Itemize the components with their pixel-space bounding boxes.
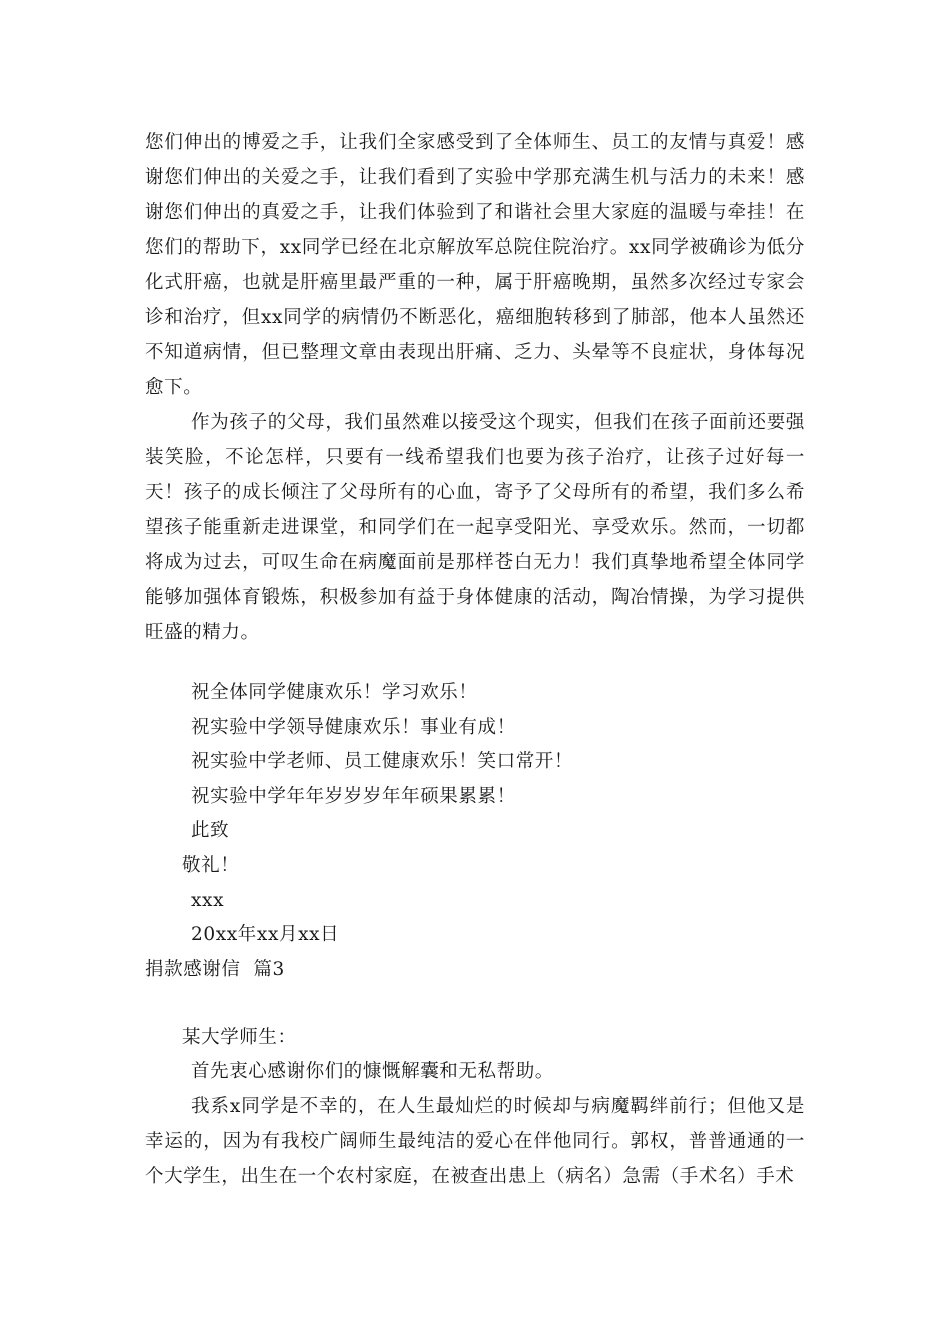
letter1-paragraph-1: 您们伸出的博爱之手，让我们全家感受到了全体师生、员工的友情与真爱！感谢您们伸出的关爱之手，让我们看到了实验中学那充满生机与活力的未来！感谢您们伸出的真爱之手，让我们体验到了和谐社会里大家庭的温暖与牵挂！在您们的帮助下，xx同学已经在北京解放军总院住院治疗。xx同学被确诊为低分化式肝癌，也就是肝癌里最严重的一种，属于肝癌晚期，虽然多次经过专家会诊和治疗，但xx同学的病情仍不断恶化，癌细胞转移到了肺部，他本人虽然还不知道病情，但已整理文章由表现出肝痛、乏力、头晕等不良症状，身体每况愈下。 — [145, 132, 805, 398]
signature: xxx — [191, 890, 225, 911]
letter2-body — [145, 1089, 805, 1194]
closing-line-2: 敬礼！ — [182, 855, 240, 876]
wish-line-1: 祝全体同学健康欢乐！学习欢乐！ — [191, 682, 478, 703]
salutation: 某大学师生： — [182, 1027, 297, 1048]
letter2-paragraph-1: 首先衷心感谢你们的慷慨解囊和无私帮助。 — [191, 1061, 554, 1082]
wish-line-3: 祝实验中学老师、员工健康欢乐！笑口常开！ — [191, 751, 574, 772]
letter2-paragraph-2: 我系x同学是不幸的，在人生最灿烂的时候却与病魔羁绊前行；但他又是幸运的，因为有我校广阔师生最纯洁的爱心在伴他同行。郭权，普普通通的一个大学生，出生在一个农村家庭，在被查出患上（病名）急需（手术名）手术 — [145, 1096, 805, 1187]
date-line: 20xx年xx月xx日 — [191, 924, 340, 945]
wish-line-2: 祝实验中学领导健康欢乐！事业有成！ — [191, 717, 516, 738]
closing-line-1: 此致 — [191, 820, 230, 841]
wish-line-4: 祝实验中学年年岁岁岁年年硕果累累！ — [191, 786, 516, 807]
section-title: 捐款感谢信 篇3 — [145, 959, 285, 980]
letter1-paragraph-2: 作为孩子的父母，我们虽然难以接受这个现实，但我们在孩子面前还要强装笑脸，不论怎样，只要有一线希望我们也要为孩子治疗，让孩子过好每一天！孩子的成长倾注了父母所有的心血，寄予了父母所有的希望，我们多么希望孩子能重新走进课堂，和同学们在一起享受阳光、享受欢乐。然而，一切都将成为过去，可叹生命在病魔面前是那样苍白无力！我们真挚地希望全体同学能够加强体育锻炼，积极参加有益于身体健康的活动，陶冶情操，为学习提供旺盛的精力。 — [145, 412, 805, 643]
letter1-body — [145, 125, 805, 650]
